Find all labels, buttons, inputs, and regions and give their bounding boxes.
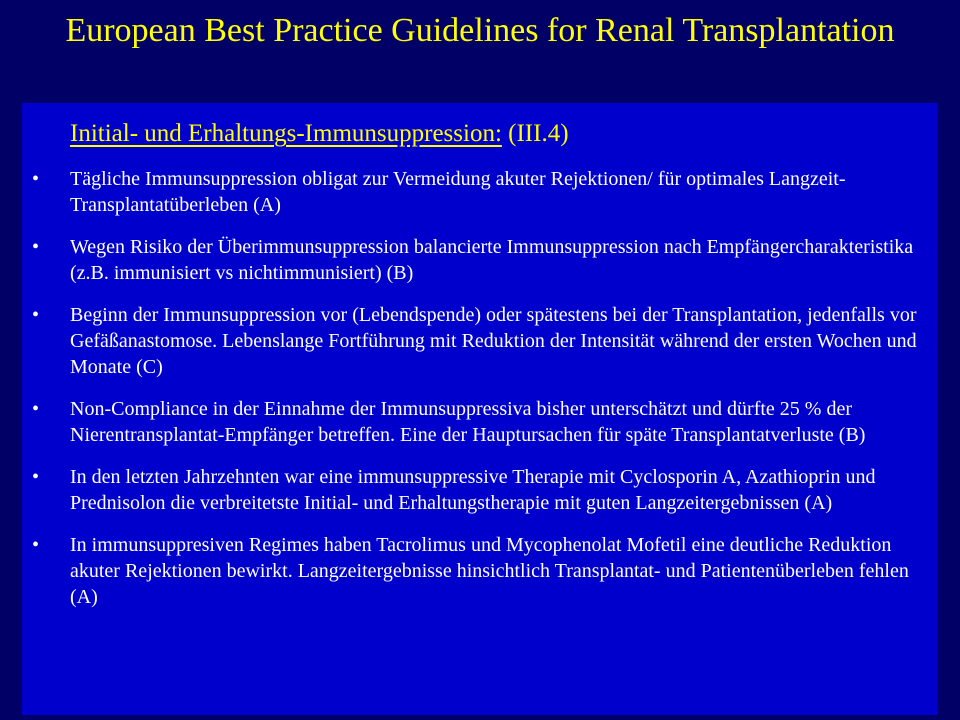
bullet-text: Tägliche Immunsuppression obligat zur Vermeidung akuter Rejektionen/ für optimales Langzeit-Transplantatüberleben (A) (70, 168, 846, 216)
bullet-text: Wegen Risiko der Überimmunsuppression balancierte Immunsuppression nach Empfängercharakteristika (z.B. immunisiert vs nichtimmunisiert) (B) (70, 236, 914, 284)
bullet-dot-icon: • (32, 236, 40, 258)
bullet-item (32, 396, 932, 448)
bullet-dot-icon: • (32, 168, 40, 190)
slide-subtitle (70, 118, 569, 150)
bullet-item (32, 166, 932, 218)
bullet-item (32, 532, 932, 610)
bullet-text: Non-Compliance in der Einnahme der Immunsuppressiva bisher unterschätzt und dürfte 25 % der Nierentransplantat-Empfänger betreffen. Eine der Hauptursachen für späte Transplantatverluste (B) (70, 398, 866, 446)
subtitle-reference: (III.4) (508, 120, 569, 147)
bullet-dot-icon: • (32, 534, 40, 556)
bullet-text: In den letzten Jahrzehnten war eine immunsuppressive Therapie mit Cyclosporin A, Azathioprin und Prednisolon die verbreitetste Initial- und Erhaltungstherapie mit guten Langzeitergebnissen (A) (70, 466, 876, 514)
bullet-item (32, 234, 932, 286)
bullet-dot-icon: • (32, 398, 40, 420)
bullet-dot-icon: • (32, 304, 40, 326)
subtitle-heading: Initial- und Erhaltungs-Immunsuppression: (70, 120, 502, 147)
bullet-item (32, 302, 932, 380)
bullet-text: Beginn der Immunsuppression vor (Lebendspende) oder spätestens bei der Transplantation, jedenfalls vor Gefäßanastomose. Lebenslange Fortführung mit Reduktion der Intensität während der ersten Wochen und Monate (C) (70, 304, 917, 378)
slide-title: European Best Practice Guidelines for Renal Transplantation (65, 12, 895, 49)
bullet-item (32, 464, 932, 516)
bullet-list (32, 166, 932, 626)
bullet-dot-icon: • (32, 466, 40, 488)
bullet-text: In immunsuppresiven Regimes haben Tacrolimus und Mycophenolat Mofetil eine deutliche Reduktion akuter Rejektionen bewirkt. Langzeitergebnisse hinsichtlich Transplantat- und Patientenüberleben fehlen (A) (70, 534, 909, 608)
